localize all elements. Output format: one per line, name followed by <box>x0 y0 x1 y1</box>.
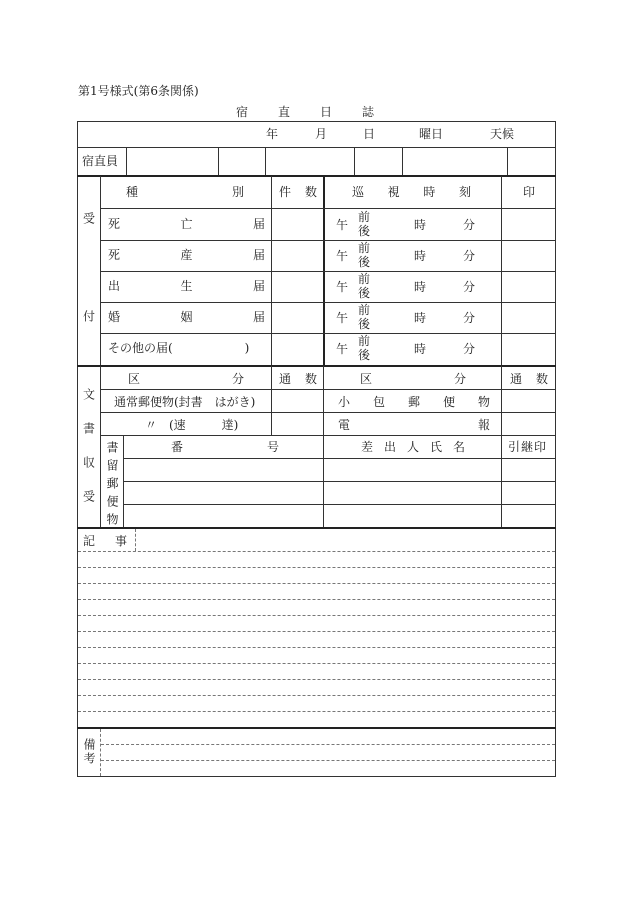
documents-row-line <box>100 412 555 413</box>
documents-row-line <box>100 435 555 436</box>
reception-side-label <box>78 212 99 408</box>
reception-time-minute: 分 <box>463 280 476 294</box>
registered-row[interactable] <box>124 505 554 526</box>
staff-name-field[interactable] <box>127 148 217 174</box>
remarks-text-area[interactable] <box>101 729 554 775</box>
date-weather: 天候 <box>490 127 515 141</box>
documents-side-label-text: 文書収受 <box>81 388 96 524</box>
registered-mail-label-text: 書留郵便物 <box>105 441 119 531</box>
mail-express-count-field[interactable] <box>272 413 322 434</box>
documents-header-class2: 区 分 <box>360 372 466 386</box>
reception-time-minute: 分 <box>463 249 476 263</box>
documents-row-line <box>100 389 555 390</box>
mail-regular-label: 通常郵便物(封書 はがき) <box>114 395 256 409</box>
form-label: 第1号様式(第6条関係) <box>78 84 199 98</box>
staff-row-bottom <box>77 175 556 177</box>
mail-parcel-count-field[interactable] <box>502 390 554 411</box>
reception-row-line <box>100 333 555 334</box>
reception-time-hour: 時 <box>414 342 427 356</box>
reception-count-field[interactable] <box>272 241 322 270</box>
registered-mail-label <box>101 441 123 531</box>
reception-time-hour: 時 <box>414 280 427 294</box>
frame-right <box>555 121 556 777</box>
reception-time-prefix: 午 <box>336 249 349 263</box>
reception-count-field[interactable] <box>272 303 322 332</box>
reception-time-prefix: 午 <box>336 218 349 232</box>
notes-label-divider <box>135 529 136 551</box>
reception-header-type: 種 別 <box>126 185 244 199</box>
staff-label: 宿直員 <box>82 154 119 168</box>
registered-header-number: 番 号 <box>171 440 279 454</box>
reception-row-line <box>100 240 555 241</box>
reception-row-type: 死 産 届 <box>108 248 265 262</box>
staff-divider <box>218 147 219 175</box>
reception-count-field[interactable] <box>272 334 322 363</box>
remarks-label-text: 備考 <box>82 738 96 766</box>
reception-count-field[interactable] <box>272 210 322 239</box>
reception-row-line <box>100 271 555 272</box>
reception-time-prefix: 午 <box>336 280 349 294</box>
notes-label: 記 事 <box>83 534 127 548</box>
frame-top <box>77 121 555 122</box>
documents-bottom <box>77 527 556 529</box>
documents-header-count2: 通 数 <box>510 372 548 386</box>
reception-time-minute: 分 <box>463 311 476 325</box>
date-month: 月 <box>315 127 328 141</box>
staff-name-field[interactable] <box>403 148 506 174</box>
staff-name-field[interactable] <box>266 148 353 174</box>
reception-side-label-text: 受付 <box>81 212 96 408</box>
documents-header-count: 通 数 <box>279 372 317 386</box>
reception-time-pm: 後 <box>358 286 371 300</box>
registered-row[interactable] <box>124 482 554 503</box>
reception-header-seal: 印 <box>523 185 536 199</box>
remarks-label <box>78 738 100 766</box>
reception-time-pm: 後 <box>358 317 371 331</box>
reception-time-prefix: 午 <box>336 342 349 356</box>
date-weekday: 曜日 <box>419 127 444 141</box>
registered-header-sender: 差 出 人 氏 名 <box>361 440 465 454</box>
reception-row-type: 死 亡 届 <box>108 217 265 231</box>
mail-regular-count-field[interactable] <box>272 390 322 411</box>
reception-time-hour: 時 <box>414 218 427 232</box>
documents-header-class: 区 分 <box>128 372 244 386</box>
frame-bottom <box>77 776 556 777</box>
date-day: 日 <box>363 127 376 141</box>
reception-time-minute: 分 <box>463 218 476 232</box>
reception-header-bottom <box>100 208 555 209</box>
notes-text-area[interactable] <box>78 552 554 726</box>
date-year: 年 <box>266 127 279 141</box>
staff-divider <box>507 147 508 175</box>
reception-seal-field[interactable] <box>502 303 554 332</box>
reception-time-hour: 時 <box>414 311 427 325</box>
reception-time-minute: 分 <box>463 342 476 356</box>
mail-express-label: 〃 (速 達) <box>145 418 239 432</box>
reception-time-hour: 時 <box>414 249 427 263</box>
reception-bottom <box>77 365 556 367</box>
reception-time-prefix: 午 <box>336 311 349 325</box>
documents-side-label <box>78 388 99 524</box>
reception-time-am: 前 <box>358 241 371 255</box>
mail-telegram-count-field[interactable] <box>502 413 554 434</box>
reception-row-type: その他の届( ) <box>108 341 250 355</box>
reception-time-am: 前 <box>358 334 371 348</box>
reception-seal-field[interactable] <box>502 210 554 239</box>
reception-header-count: 件 数 <box>279 185 317 199</box>
reception-count-field[interactable] <box>272 272 322 301</box>
mail-telegram-label: 電 報 <box>338 418 490 432</box>
reception-time-am: 前 <box>358 272 371 286</box>
reception-header-patrol: 巡 視 時 刻 <box>352 185 471 199</box>
reception-row-line <box>100 302 555 303</box>
reception-time-am: 前 <box>358 210 371 224</box>
mail-parcel-label: 小 包 郵 便 物 <box>338 395 490 409</box>
staff-divider <box>354 147 355 175</box>
reception-row-type: 出 生 届 <box>108 279 265 293</box>
page-title: 宿直日誌 <box>236 105 405 119</box>
reception-time-am: 前 <box>358 303 371 317</box>
reception-seal-field[interactable] <box>502 272 554 301</box>
reception-time-pm: 後 <box>358 255 371 269</box>
reception-seal-field[interactable] <box>502 334 554 363</box>
reception-seal-field[interactable] <box>502 241 554 270</box>
registered-header-seal: 引継印 <box>508 440 548 454</box>
reception-time-pm: 後 <box>358 224 371 238</box>
registered-row[interactable] <box>124 459 554 480</box>
reception-time-pm: 後 <box>358 348 371 362</box>
reception-row-type: 婚 姻 届 <box>108 310 265 324</box>
